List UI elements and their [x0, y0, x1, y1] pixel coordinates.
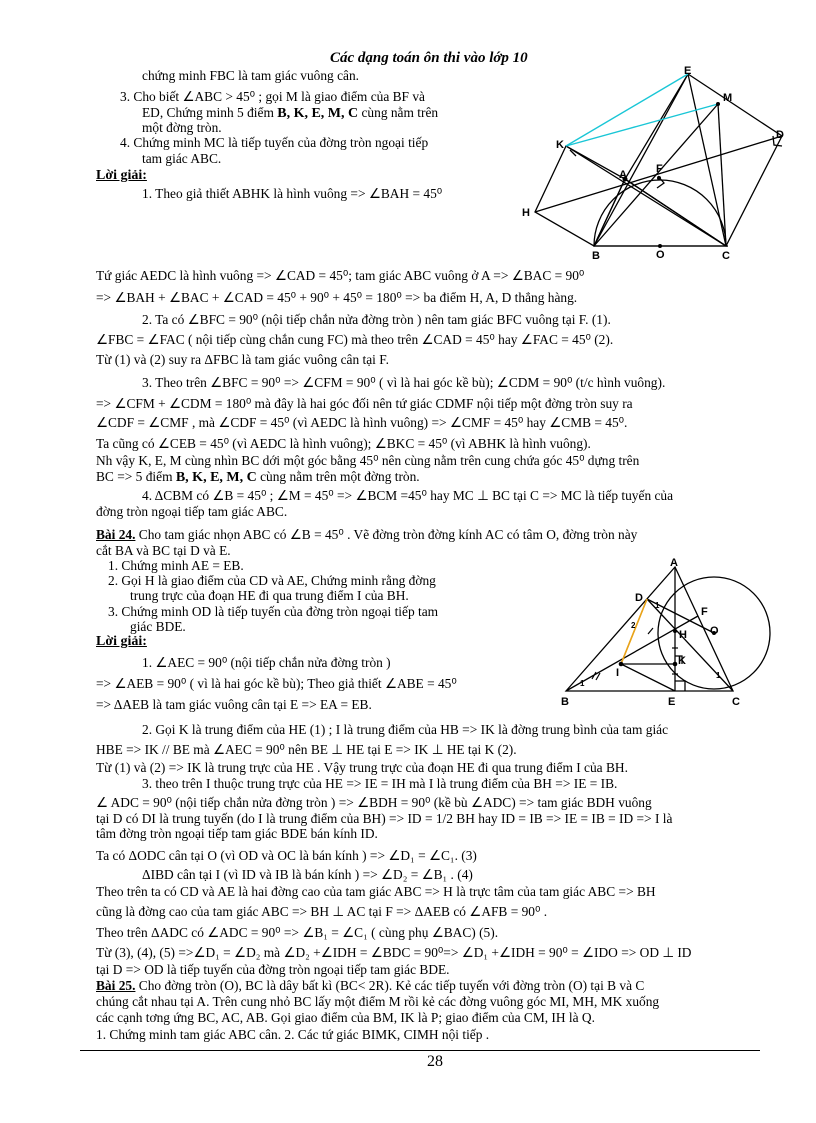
text-line: 2. Ta có ∠BFC = 90⁰ (nội tiếp chắn nửa đờng tròn ) nên tam giác BFC vuông tại F. (1). — [142, 312, 611, 327]
solution-label: Lời giải: — [96, 634, 147, 649]
text-line: 4. Chứng minh MC là tiếp tuyến của đờng tròn ngoại tiếp — [120, 135, 429, 150]
text-line: Theo trên ΔADC có ∠ADC = 90⁰ => ∠B₁ = ∠C₁ ( cùng phụ ∠BAC) (5). — [96, 925, 499, 940]
text-line: 1. Chứng minh tam giác ABC cân. 2. Các tứ giác BIMK, CIMH nội tiếp . — [96, 1027, 490, 1042]
text-line: Theo trên ta có CD và AE là hai đờng cao của tam giác ABC => H là trực tâm của tam giác ABC => BH — [96, 884, 656, 899]
fig1-label: B — [592, 250, 600, 262]
text-line: một đờng tròn. — [142, 120, 222, 135]
text-line: Từ (3), (4), (5) =>∠D₁ = ∠D₂ mà ∠D₂ +∠IDH = ∠BDC = 90⁰=> ∠D₁ +∠IDH = 90⁰ = ∠IDO => OD ⊥ ID — [96, 945, 692, 960]
text-line: Ta có ΔODC cân tại O (vì OD và OC là bán kính ) => ∠D₁ = ∠C₁. (3) — [96, 848, 477, 863]
problem-25-statement — [96, 978, 644, 994]
fig2-label: D — [635, 592, 643, 604]
solution-label: Lời giải: — [96, 168, 147, 183]
problem-24-statement — [96, 527, 637, 543]
text-line: 3. Chứng minh OD là tiếp tuyến của đờng tròn ngoại tiếp tam — [108, 604, 439, 619]
fig1-label: A — [619, 169, 627, 181]
geometry-figure-1 — [518, 66, 788, 266]
text-line: Từ (1) và (2) => IK là trung trực của HE . Vậy trung trực của đoạn HE đi qua trung điểm I của BH. — [96, 760, 628, 775]
text-line: => ∠AEB = 90⁰ ( vì là hai góc kề bù); Theo giả thiết ∠ABE = 45⁰ — [96, 676, 457, 691]
text-line: trung trực của đoạn HE đi qua trung điểm I của BH. — [130, 588, 409, 603]
text-line: Nh vậy K, E, M cùng nhìn BC dới một góc bằng 45⁰ nên cùng nằm trên cung chứa góc 45⁰ dựng trên — [96, 453, 640, 468]
text-line: cũng là đờng cao của tam giác ABC => BH ⊥ AC tại F => ΔAEB có ∠AFB = 90⁰ . — [96, 904, 548, 919]
fig1-label: K — [556, 139, 564, 151]
fig2-label: A — [670, 557, 678, 569]
text-line: => ∠CFM + ∠CDM = 180⁰ mà đây là hai góc đối nên tứ giác CDMF nội tiếp một đờng tròn suy ra — [96, 396, 633, 411]
text-span: cùng nằm trên một đờng tròn. — [260, 469, 420, 484]
fig2-angle-mark: 2 — [631, 621, 636, 630]
fig2-label: O — [710, 625, 719, 637]
text-span: BC => 5 điểm — [96, 469, 173, 484]
text-span: Cho tam giác nhọn ABC có ∠B = 45⁰ . Vẽ đờng tròn đờng kính AC có tâm O, đờng tròn này — [135, 527, 638, 542]
text-line: 3. Theo trên ∠BFC = 90⁰ => ∠CFM = 90⁰ ( vì là hai góc kề bù); ∠CDM = 90⁰ (t/c hình vuông). — [142, 375, 666, 390]
text-line: ∠CDF = ∠CMF , mà ∠CDF = 45⁰ (vì AEDC là hình vuông) => ∠CMF = 45⁰ hay ∠CMB = 45⁰. — [96, 415, 628, 430]
text-line: giác BDE. — [130, 619, 186, 634]
text-line: cắt BA và BC tại D và E. — [96, 543, 231, 558]
text-span: Cho đờng tròn (O), BC là dây bất kì (BC< 2R). Kẻ các tiếp tuyến với đờng tròn (O) tại B và C — [135, 978, 645, 993]
text-line: chúng cắt nhau tại A. Trên cung nhỏ BC lấy một điểm M rồi kẻ các đờng vuông góc MI, MH, MK xuống — [96, 994, 660, 1009]
fig1-label: H — [522, 207, 530, 219]
geometry-figure-2 — [556, 556, 776, 712]
fig1-label: M — [723, 92, 733, 104]
problem-number: Bài 25. — [96, 978, 136, 993]
fig2-angle-mark: 1 — [655, 601, 660, 610]
page-number: 28 — [427, 1053, 443, 1070]
fig2-label: K — [678, 655, 686, 667]
text-line: Ta cũng có ∠CEB = 45⁰ (vì AEDC là hình vuông); ∠BKC = 45⁰ (vì ABHK là hình vuông). — [96, 436, 591, 451]
text-line: tâm đờng tròn ngoại tiếp tam giác BDE bán kính ID. — [96, 826, 378, 841]
text-line: 3. theo trên I thuộc trung trực của HE => IE = IH mà I là trung điểm của BH => IE = IB. — [142, 776, 618, 791]
text-line: ΔIBD cân tại I (vì ID và IB là bán kính ) => ∠D₂ = ∠B₁ . (4) — [142, 867, 473, 882]
text-line: => ∠BAH + ∠BAC + ∠CAD = 45⁰ + 90⁰ + 45⁰ = 180⁰ => ba điểm H, A, D thẳng hàng. — [96, 290, 578, 305]
text-line: ∠FBC = ∠FAC ( nội tiếp cùng chắn cung FC) mà theo trên ∠CAD = 45⁰ hay ∠FAC = 45⁰ (2). — [96, 332, 614, 347]
fig2-label: B — [561, 696, 569, 708]
text-line: 4. ΔCBM có ∠B = 45⁰ ; ∠M = 45⁰ => ∠BCM =45⁰ hay MC ⊥ BC tại C => MC là tiếp tuyến của — [142, 488, 674, 503]
points-list: B, K, E, M, C — [175, 470, 257, 485]
text-line: tại D => OD là tiếp tuyến của đờng tròn ngoại tiếp tam giác BDE. — [96, 962, 450, 977]
text-span: ED, Chứng minh 5 điểm — [142, 105, 274, 120]
text-line: 2. Gọi H là giao điểm của CD và AE, Chứng minh rằng đờng — [108, 573, 436, 588]
text-line: 2. Gọi K là trung điểm của HE (1) ; I là trung điểm của HB => IK là đờng trung bình của tam giác — [142, 722, 669, 737]
text-line: ∠ ADC = 90⁰ (nội tiếp chắn nửa đờng tròn ) => ∠BDH = 90⁰ (kề bù ∠ADC) => tam giác BDH vuông — [96, 795, 652, 810]
text-line: HBE => IK // BE mà ∠AEC = 90⁰ nên BE ⊥ HE tại E => IK ⊥ HE tại K (2). — [96, 742, 517, 757]
fig2-label: F — [701, 606, 708, 618]
fig2-label: I — [616, 667, 620, 679]
fig2-label: H — [679, 629, 687, 641]
text-line: tại D có DI là trung tuyến (do I là trung điểm của BH) => ID = 1/2 BH hay ID = IB => IE = IB = ID => I là — [96, 811, 673, 826]
text-line: Từ (1) và (2) suy ra ΔFBC là tam giác vuông cân tại F. — [96, 352, 389, 367]
points-list: B, K, E, M, C — [277, 106, 359, 121]
problem-number: Bài 24. — [96, 527, 136, 542]
fig1-label: C — [722, 250, 730, 262]
text-line: 3. Cho biết ∠ABC > 45⁰ ; gọi M là giao điểm của BF và — [120, 89, 425, 104]
fig2-label: C — [732, 696, 740, 708]
text-line: 1. Chứng minh AE = EB. — [108, 558, 244, 573]
text-line: => ΔAEB là tam giác vuông cân tại E => EA = EB. — [96, 697, 372, 712]
text-line: các cạnh tơng ứng BC, AC, AB. Gọi giao điểm của BM, IK là P; giao điểm của CM, IH là Q. — [96, 1010, 595, 1025]
fig1-label: D — [776, 129, 784, 141]
text-line: 1. ∠AEC = 90⁰ (nội tiếp chắn nửa đờng tròn ) — [142, 655, 391, 670]
fig2-angle-mark: 1 — [580, 679, 585, 688]
text-line: chứng minh FBC là tam giác vuông cân. — [142, 68, 360, 83]
page-header-title: Các dạng toán ôn thi vào lớp 10 — [330, 50, 528, 66]
text-span: cùng nằm trên — [361, 105, 439, 120]
footer-divider — [80, 1050, 760, 1051]
text-line — [96, 469, 420, 486]
fig2-label: E — [668, 696, 676, 708]
fig2-angle-mark: 1 — [716, 671, 721, 680]
text-line: Tứ giác AEDC là hình vuông => ∠CAD = 45⁰; tam giác ABC vuông ở A => ∠BAC = 90⁰ — [96, 268, 585, 283]
fig1-label: F — [656, 163, 663, 175]
text-line: đờng tròn ngoại tiếp tam giác ABC. — [96, 504, 288, 519]
text-line: 1. Theo giả thiết ABHK là hình vuông => ∠BAH = 45⁰ — [142, 186, 443, 201]
fig1-label: O — [656, 249, 665, 261]
fig1-label: E — [684, 66, 692, 77]
text-line: tam giác ABC. — [142, 151, 222, 166]
